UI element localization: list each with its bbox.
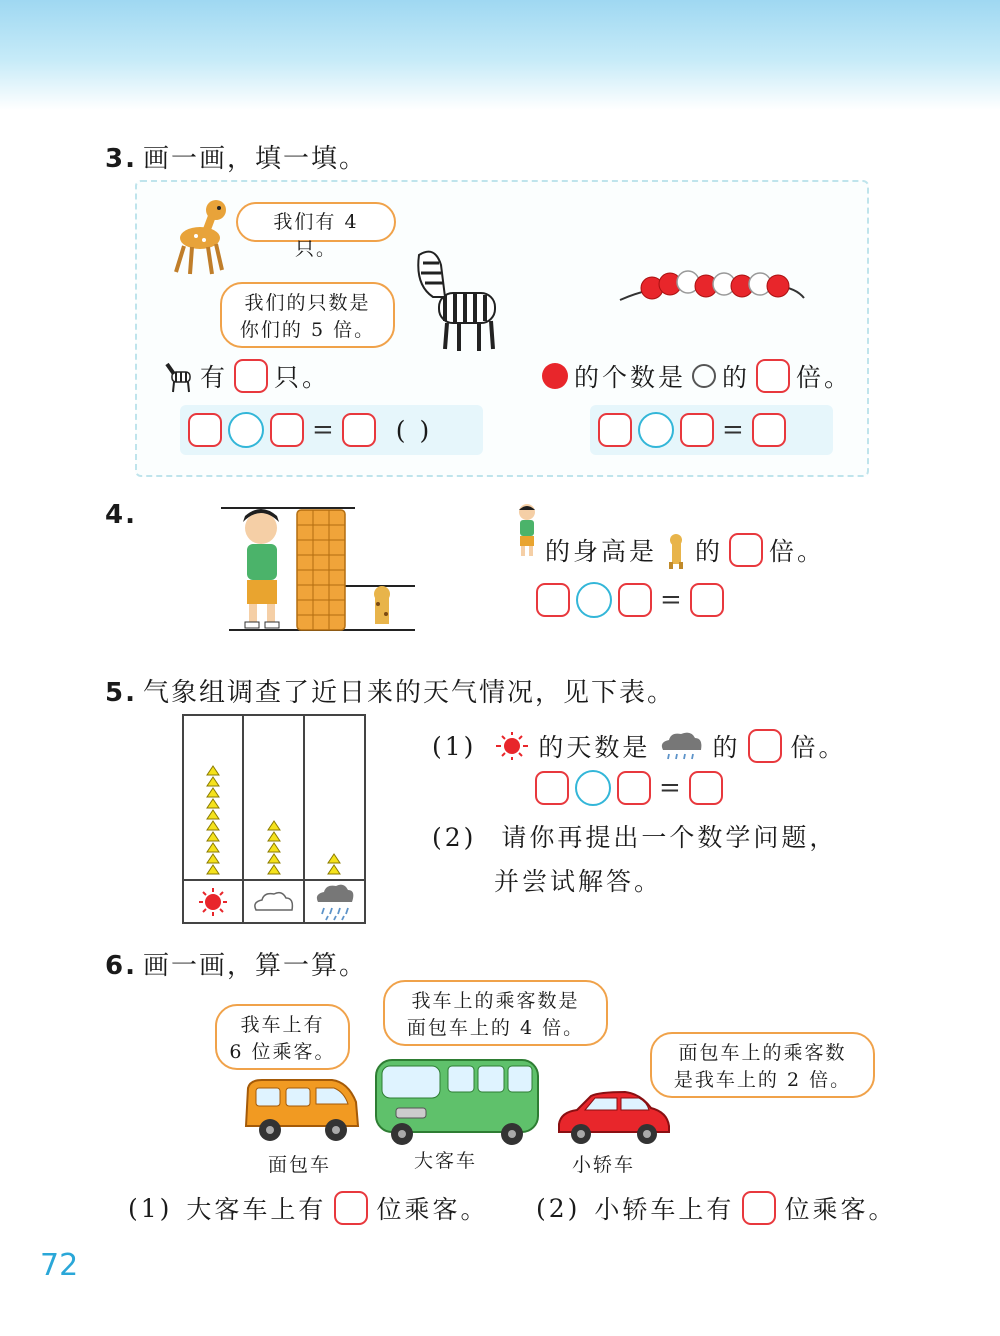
- zebra-speech-line-2: 你们的 5 倍。: [239, 319, 376, 341]
- small-boy-icon: [512, 502, 542, 558]
- q3-left-equation: [180, 405, 483, 455]
- q5-part1-number: (1): [432, 731, 477, 761]
- small-zebra-icon: [164, 360, 194, 394]
- small-giraffe-icon: [663, 530, 689, 570]
- zebra-count-answer-box[interactable]: [234, 359, 268, 393]
- q4-text-1: 的身高是: [545, 537, 658, 566]
- q6-part2-text-1: 小轿车上有: [594, 1195, 735, 1224]
- q6-heading: [105, 945, 367, 982]
- deer-illustration: [160, 192, 238, 278]
- q4-eq-operator-circle[interactable]: [576, 582, 612, 618]
- q4-eq-box-1[interactable]: [536, 583, 570, 617]
- q3-number: 3.: [105, 144, 137, 174]
- q4-eq-box-2[interactable]: [618, 583, 652, 617]
- q5-eq-operator-circle[interactable]: [575, 770, 611, 806]
- q5-part2-line-2: 并尝试解答。: [494, 867, 663, 896]
- q6-part1-text-2: 位乘客。: [376, 1195, 489, 1224]
- bus-illustration: [372, 1054, 542, 1146]
- q6-part2-number: (2): [536, 1193, 581, 1223]
- q4-number: 4.: [105, 500, 137, 530]
- q4-text-3: 倍。: [769, 537, 826, 566]
- car-speech-line-1: 面包车上的乘客数: [678, 1042, 847, 1064]
- q6-number: 6.: [105, 951, 137, 981]
- bus-label: 大客车: [414, 1150, 478, 1172]
- red-bead-icon: [542, 363, 568, 389]
- van-label: 面包车: [268, 1154, 332, 1176]
- bus-passengers-answer-box[interactable]: [334, 1191, 368, 1225]
- q5-part1-text-3: 倍。: [790, 733, 847, 762]
- q5-number: 5.: [105, 678, 137, 708]
- zebra-speech-line-1: 我们的只数是: [244, 292, 371, 314]
- equals-sign: =: [722, 415, 744, 445]
- deer-speech-text: 我们有 4 只。: [273, 211, 359, 260]
- q3-left-eq-box-2[interactable]: [270, 413, 304, 447]
- van-speech-line-1: 我车上有: [240, 1014, 325, 1036]
- q5-eq-result-box[interactable]: [689, 771, 723, 805]
- q3-right-equation: [590, 405, 833, 455]
- van-speech-bubble: [215, 1004, 350, 1070]
- q3-left-eq-result-box[interactable]: [342, 413, 376, 447]
- q5-part2-line-1: 请你再提出一个数学问题，: [501, 823, 838, 852]
- q5-heading: [105, 672, 675, 709]
- q3-heading: [105, 138, 367, 175]
- rain-cloud-icon: [658, 730, 704, 762]
- q6-part1-text-1: 大客车上有: [186, 1195, 327, 1224]
- q4-eq-result-box[interactable]: [690, 583, 724, 617]
- van-speech-line-2: 6 位乘客。: [229, 1041, 336, 1063]
- stacked-unit-blocks: [297, 510, 345, 630]
- q6-part2-text-2: 位乘客。: [784, 1195, 897, 1224]
- q3-left-eq-box-1[interactable]: [188, 413, 222, 447]
- q3-left-eq-operator-circle[interactable]: [228, 412, 264, 448]
- q6-title: 画一画，算一算。: [142, 951, 367, 981]
- page-number: 72: [40, 1248, 79, 1283]
- car-speech-bubble: [650, 1032, 875, 1098]
- van-illustration: [240, 1076, 364, 1146]
- bead-group: [641, 271, 789, 299]
- q3-right-question: [542, 358, 852, 394]
- q3-left-question: [200, 358, 330, 394]
- car-label: 小轿车: [572, 1154, 636, 1176]
- deer-speech-bubble: [236, 202, 396, 260]
- equals-sign: =: [659, 773, 681, 803]
- q3-right-eq-box-1[interactable]: [598, 413, 632, 447]
- weather-times-answer-box[interactable]: [748, 729, 782, 763]
- q3-left-unit-parentheses[interactable]: ( ): [395, 415, 433, 445]
- car-illustration: [555, 1088, 673, 1146]
- q5-eq-box-1[interactable]: [535, 771, 569, 805]
- weather-tally-table: [182, 714, 366, 924]
- q4-equation: [536, 582, 724, 618]
- bus-speech-bubble: [383, 980, 608, 1046]
- boy-and-giraffe-height-illustration: [215, 500, 415, 636]
- car-passengers-answer-box[interactable]: [742, 1191, 776, 1225]
- q5-part1-text-1: 的天数是: [538, 733, 651, 762]
- q4-question: [545, 530, 825, 570]
- q3-right-eq-box-2[interactable]: [680, 413, 714, 447]
- height-times-answer-box[interactable]: [729, 533, 763, 567]
- sun-icon: [494, 731, 530, 761]
- q5-part2: [432, 818, 837, 854]
- q3-left-text-2: 只。: [274, 363, 331, 392]
- q4-text-2: 的: [695, 537, 724, 566]
- car-speech-line-2: 是我车上的 2 倍。: [673, 1069, 852, 1091]
- q5-equation: [535, 770, 723, 806]
- q3-right-eq-operator-circle[interactable]: [638, 412, 674, 448]
- equals-sign: =: [312, 415, 334, 445]
- bus-speech-line-1: 我车上的乘客数是: [411, 990, 580, 1012]
- q3-right-eq-result-box[interactable]: [752, 413, 786, 447]
- zebra-illustration: [405, 245, 505, 355]
- q6-part2: [536, 1190, 896, 1226]
- q3-right-text-3: 倍。: [796, 363, 853, 392]
- bus-speech-line-2: 面包车上的 4 倍。: [406, 1017, 585, 1039]
- q6-part1: [128, 1190, 488, 1226]
- white-bead-icon: [692, 364, 716, 388]
- q6-part1-number: (1): [128, 1193, 173, 1223]
- q3-right-text-2: 的: [722, 363, 751, 392]
- q5-eq-box-2[interactable]: [617, 771, 651, 805]
- q4-heading: [105, 500, 143, 530]
- top-color-band: [0, 0, 1000, 110]
- bead-times-answer-box[interactable]: [756, 359, 790, 393]
- q5-part1-text-2: 的: [712, 733, 741, 762]
- q5-part1: [432, 728, 846, 764]
- q3-left-text-1: 有: [200, 363, 229, 392]
- q5-part2-number: (2): [432, 823, 477, 852]
- q3-title: 画一画，填一填。: [142, 144, 367, 174]
- q5-title: 气象组调查了近日来的天气情况，见下表。: [142, 678, 675, 708]
- beads-on-string-illustration: [618, 262, 808, 308]
- q3-right-text-1: 的个数是: [574, 363, 687, 392]
- zebra-speech-bubble: [220, 282, 395, 348]
- equals-sign: =: [660, 585, 682, 615]
